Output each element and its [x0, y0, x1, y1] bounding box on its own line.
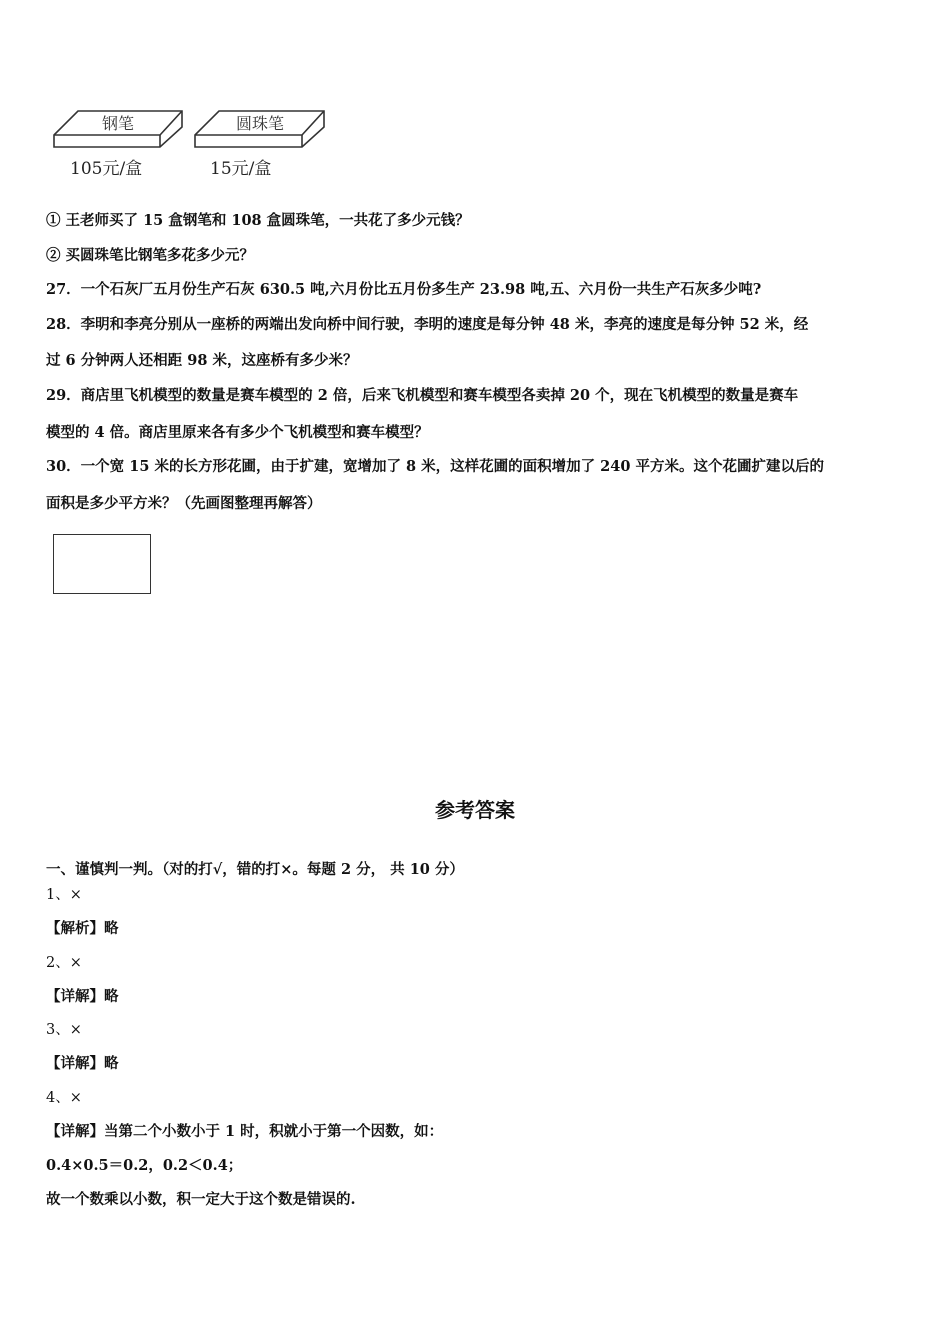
- question-26-part-1: ① 王老师买了 15 盒钢笔和 108 盒圆珠笔，一共花了多少元钱？: [46, 212, 470, 229]
- answer-4: 4、×: [46, 1090, 82, 1106]
- answer-2: 2、×: [46, 955, 82, 971]
- answer-4-equation: 0.4×0.5＝0.2，0.2＜0.4；: [46, 1157, 243, 1174]
- question-30-line-2: 面积是多少平方米？（先画图整理再解答）: [46, 495, 322, 512]
- question-28-line-2: 过 6 分钟两人还相距 98 米，这座桥有多少米？: [46, 352, 358, 369]
- ballpen-price: 15元/盒: [210, 159, 272, 179]
- question-29-line-1: 29．商店里飞机模型的数量是赛车模型的 2 倍，后来飞机模型和赛车模型各卖掉 20 个，现在飞机模型的数量是赛车: [46, 387, 799, 404]
- question-29-line-2: 模型的 4 倍。商店里原来各有多少个飞机模型和赛车模型？: [46, 424, 429, 441]
- question-26-part-2: ② 买圆珠笔比钢笔多花多少元？: [46, 247, 255, 264]
- answer-1-note: 【解析】略: [46, 920, 119, 937]
- pen-price: 105元/盒: [70, 159, 143, 179]
- pen-box-label: 钢笔: [101, 114, 135, 133]
- ballpen-box-label: 圆珠笔: [235, 114, 285, 133]
- answer-4-conclusion: 故一个数乘以小数，积一定大于这个数是错误的.: [46, 1191, 356, 1208]
- answer-1: 1、×: [46, 887, 82, 903]
- answer-4-note: 【详解】当第二个小数小于 1 时，积就小于第一个因数，如：: [46, 1123, 444, 1140]
- answer-2-note: 【详解】略: [46, 988, 119, 1005]
- answers-section-heading: 一、谨慎判一判。（对的打√，错的打×。每题 2 分， 共 10 分）: [46, 861, 464, 878]
- garden-rectangle-figure: [53, 534, 151, 594]
- question-28-line-1: 28．李明和李亮分别从一座桥的两端出发向桥中间行驶，李明的速度是每分钟 48 米，李亮的速度是每分钟 52 米，经: [46, 316, 809, 333]
- question-30-line-1: 30．一个宽 15 米的长方形花圃，由于扩建，宽增加了 8 米，这样花圃的面积增加了 240 平方米。这个花圃扩建以后的: [46, 458, 824, 475]
- product-boxes-figure: [52, 105, 342, 153]
- answers-title: 参考答案: [435, 798, 515, 822]
- question-27: 27．一个石灰厂五月份生产石灰 630.5 吨,六月份比五月份多生产 23.98 吨,五、六月份一共生产石灰多少吨?: [46, 281, 762, 298]
- answer-3: 3、×: [46, 1022, 82, 1038]
- answer-3-note: 【详解】略: [46, 1055, 119, 1072]
